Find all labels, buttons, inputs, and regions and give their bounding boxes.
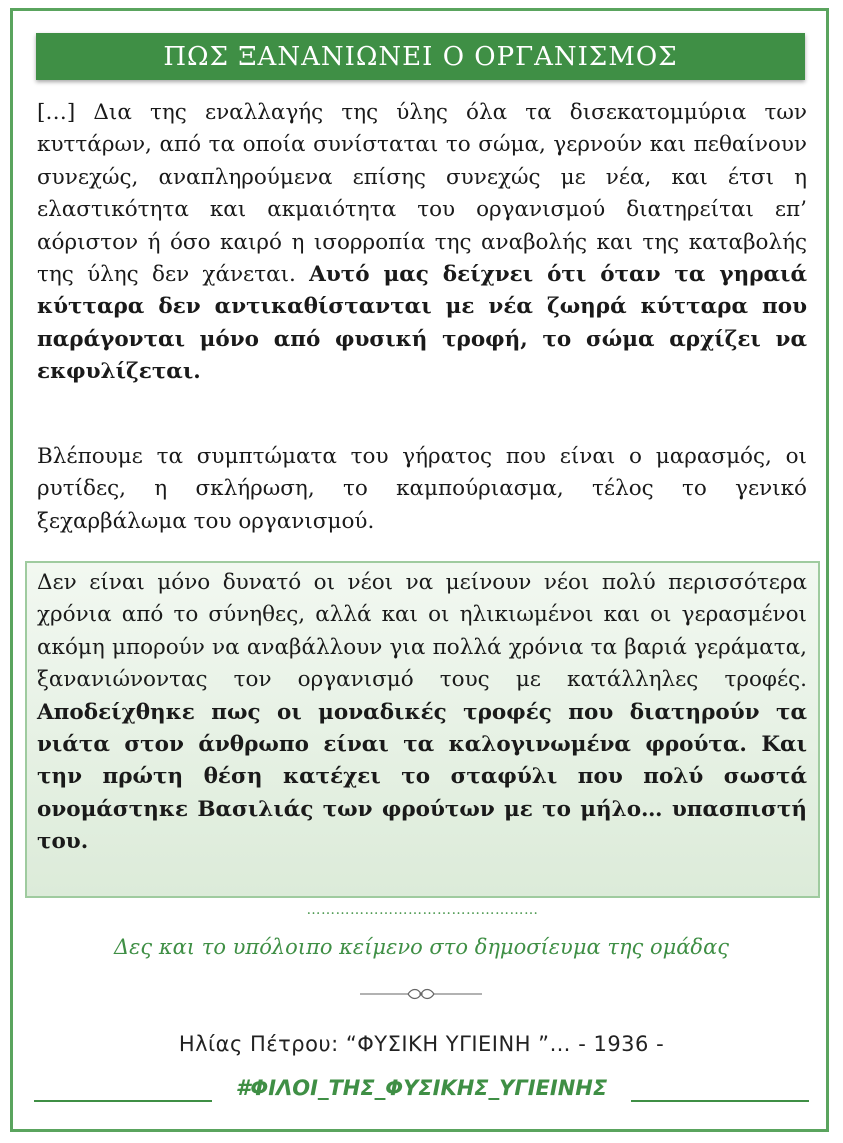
footer-line-right (631, 1100, 809, 1102)
paragraph-3-text: Δεν είναι μόνο δυνατό οι νέοι να μείνουν νέοι πολύ περισσότερα χρόνια από το σύνηθες, αλλά και οι ηλικιωμένοι και οι γερασμένοι ακόμη μπορούν να αναβάλλουν για πολλά χρόνια τα βαριά γεράματα, ξανανιώνοντας τον οργανισμό τους με κατάλληλες τροφές. (37, 570, 807, 693)
paragraph-2: Βλέπουμε τα συμπτώματα του γήρατος που είναι ο μαρασμός, οι ρυτίδες, η σκλήρωση, το καμπούριασμα, τέλος το γενικό ξεχαρβάλωμα του οργανισμού. (37, 444, 807, 534)
page-title: ΠΩΣ ΞΑΝΑΝΙΩΝΕΙ Ο ΟΡΓΑΝΙΣΜΟΣ (163, 41, 678, 72)
dotted-separator: ………………………………………… (306, 902, 539, 918)
continue-note: Δες και το υπόλοιπο κείμενο στο δημοσίευμα της ομάδας (113, 935, 730, 959)
paragraph-1 (37, 97, 807, 389)
paragraph-1-text: […] Δια της εναλλαγής της ύλης όλα τα δισεκατομμύρια των κυττάρων, από τα οποία συνίσταται το σώμα, γερνούν και πεθαίνουν συνεχώς, αναπληρούμενα επίσης συνεχώς με νέα, και έτσι η ελαστικότητα και ακμαιότητα του οργανισμού διατηρείται επ’ αόριστον ή όσο καιρό η ισορροπία της αναβολής και της καταβολής της ύλης δεν χάνεται. (37, 100, 807, 288)
paragraph-3 (37, 567, 807, 859)
ornament-divider-icon (360, 986, 482, 1002)
source-citation: Ηλίας Πέτρου: “ΦΥΣΙΚΗ ΥΓΙΕΙΝΗ ”… - 1936 - (178, 1032, 665, 1056)
hashtag-footer (34, 1074, 809, 1110)
footer-line-left (34, 1100, 212, 1102)
paragraph-1-bold: Αυτό μας δείχνει ότι όταν τα γηραιά κύτταρα δεν αντικαθίστανται με νέα ζωηρά κύτταρα που παράγονται μόνο από φυσική τροφή, το σώμα αρχίζει να εκφυλίζεται. (37, 262, 807, 385)
title-banner (36, 33, 805, 80)
paragraph-3-bold: Αποδείχθηκε πως οι μοναδικές τροφές που διατηρούν τα νιάτα στον άνθρωπο είναι τα καλογινωμένα φρούτα. Και την πρώτη θέση κατέχει το σταφύλι που πολύ σωστά ονομάστηκε Βασιλιάς των φρούτων με το μήλο… υπασπιστή του. (37, 699, 807, 855)
hashtag-text[interactable]: #ΦΙΛΟΙ_ΤΗΣ_ΦΥΣΙΚΗΣ_ΥΓΙΕΙΝΗΣ (235, 1076, 608, 1100)
